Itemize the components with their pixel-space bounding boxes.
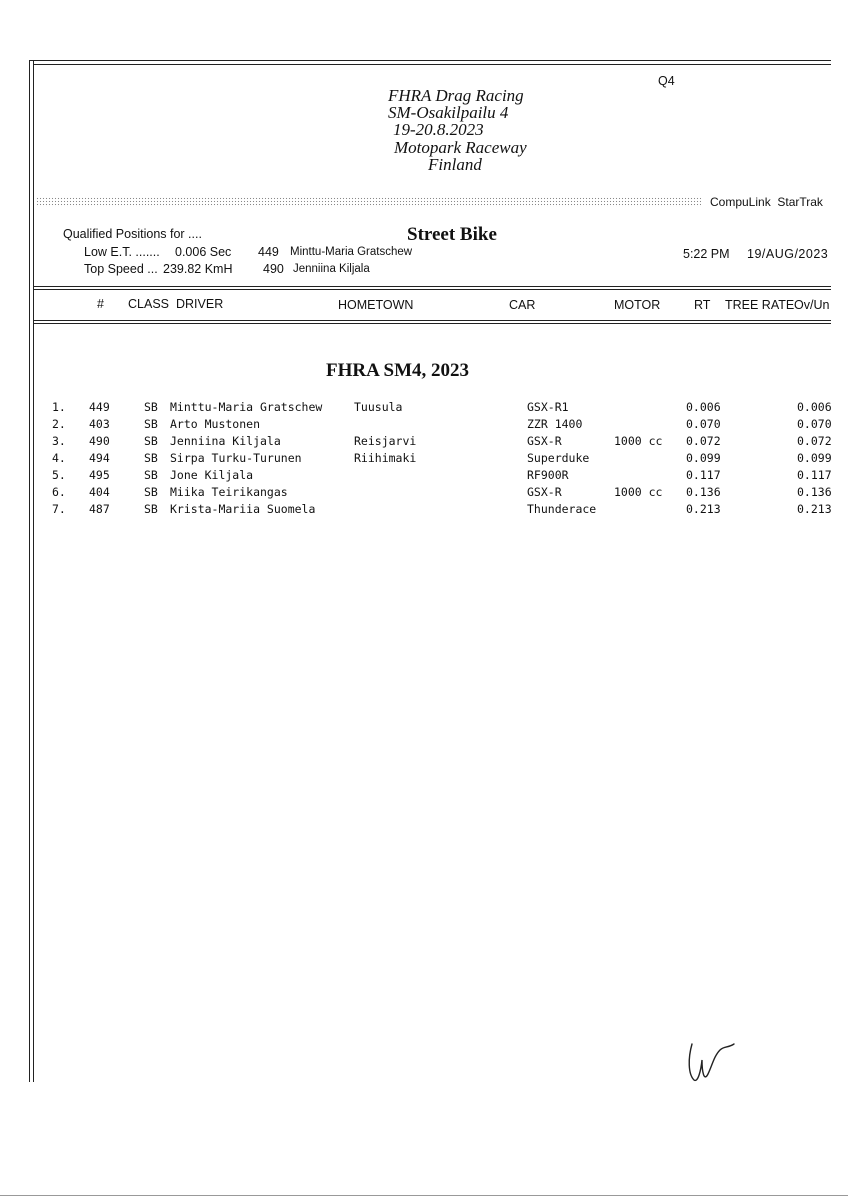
- class: SB: [144, 502, 158, 516]
- class: SB: [144, 400, 158, 414]
- motor: 1000 cc: [614, 434, 663, 448]
- column-header-ovun: Ov/Un: [794, 298, 830, 312]
- car: ZZR 1400: [527, 417, 583, 431]
- driver: Jenniina Kiljala: [170, 434, 281, 448]
- table-row: [0, 417, 848, 434]
- car: Superduke: [527, 451, 590, 465]
- over-under: 0.117: [797, 468, 832, 482]
- position: 7.: [52, 502, 66, 516]
- column-header-car: CAR: [509, 298, 536, 312]
- entry-number: 403: [89, 417, 110, 431]
- round-code: Q4: [658, 74, 675, 88]
- car: GSX-R: [527, 485, 562, 499]
- driver: Krista-Mariia Suomela: [170, 502, 316, 516]
- position: 4.: [52, 451, 66, 465]
- reaction-time: 0.213: [686, 502, 721, 516]
- position: 3.: [52, 434, 66, 448]
- low-et-driver-number: 449: [258, 245, 279, 259]
- table-row: [0, 451, 848, 468]
- class: SB: [144, 451, 158, 465]
- class-title: Street Bike: [407, 224, 497, 245]
- class: SB: [144, 417, 158, 431]
- event-line-5: Finland: [428, 155, 482, 174]
- driver: Sirpa Turku-Turunen: [170, 451, 302, 465]
- car: Thunderace: [527, 502, 597, 516]
- column-header-class: CLASS: [128, 297, 169, 311]
- class: SB: [144, 434, 158, 448]
- position: 5.: [52, 468, 66, 482]
- entry-number: 487: [89, 502, 110, 516]
- reaction-time: 0.006: [686, 400, 721, 414]
- over-under: 0.099: [797, 451, 832, 465]
- low-et-value: 0.006 Sec: [175, 245, 232, 259]
- table-row: [0, 485, 848, 502]
- column-header-number: #: [97, 297, 104, 311]
- class: SB: [144, 485, 158, 499]
- entry-number: 495: [89, 468, 110, 482]
- position: 1.: [52, 400, 66, 414]
- top-speed-driver-number: 490: [263, 262, 284, 276]
- over-under: 0.136: [797, 485, 832, 499]
- entry-number: 404: [89, 485, 110, 499]
- page-border-left: [29, 60, 30, 1082]
- bottom-page-rule: [0, 1195, 848, 1196]
- class: SB: [144, 468, 158, 482]
- table-row: [0, 400, 848, 417]
- table-row: [0, 468, 848, 485]
- section-title: FHRA SM4, 2023: [326, 360, 470, 381]
- column-header-driver: DRIVER: [176, 297, 224, 311]
- over-under: 0.006: [797, 400, 832, 414]
- driver: Minttu-Maria Gratschew: [170, 400, 323, 414]
- report-date: 19/AUG/2023: [747, 247, 829, 261]
- column-header-rule-top-2: [33, 289, 831, 290]
- event-line-2: SM-Osakilpailu 4: [388, 103, 509, 122]
- report-time: 5:22 PM: [683, 247, 730, 261]
- column-header-hometown: HOMETOWN: [338, 298, 414, 312]
- driver: Arto Mustonen: [170, 417, 261, 431]
- column-header-rt: RT: [694, 298, 711, 312]
- table-row: [0, 434, 848, 451]
- signature: [684, 1030, 744, 1090]
- column-header-rule-bottom-2: [33, 323, 831, 324]
- hometown: Reisjarvi: [354, 434, 417, 448]
- dotted-separator: [36, 197, 701, 207]
- top-speed-value: 239.82 KmH: [163, 262, 233, 276]
- car: GSX-R: [527, 434, 562, 448]
- motor: 1000 cc: [614, 485, 663, 499]
- top-speed-driver: Jenniina Kiljala: [293, 263, 370, 275]
- reaction-time: 0.072: [686, 434, 721, 448]
- over-under: 0.213: [797, 502, 832, 516]
- hometown: Riihimaki: [354, 451, 417, 465]
- position: 6.: [52, 485, 66, 499]
- entry-number: 494: [89, 451, 110, 465]
- column-header-motor: MOTOR: [614, 298, 661, 312]
- page-border-left-inner: [33, 60, 34, 1082]
- column-header-rule-top: [33, 286, 831, 287]
- position: 2.: [52, 417, 66, 431]
- top-rule-2: [33, 64, 831, 65]
- driver: Miika Teirikangas: [170, 485, 288, 499]
- table-row: [0, 502, 848, 519]
- column-header-rule-bottom: [33, 320, 831, 321]
- top-speed-label: Top Speed ...: [84, 262, 158, 276]
- over-under: 0.070: [797, 417, 832, 431]
- reaction-time: 0.099: [686, 451, 721, 465]
- low-et-driver: Minttu-Maria Gratschew: [290, 246, 413, 258]
- reaction-time: 0.136: [686, 485, 721, 499]
- car: RF900R: [527, 468, 569, 482]
- reaction-time: 0.070: [686, 417, 721, 431]
- entry-number: 490: [89, 434, 110, 448]
- over-under: 0.072: [797, 434, 832, 448]
- entry-number: 449: [89, 400, 110, 414]
- event-line-3: 19-20.8.2023: [393, 120, 484, 139]
- timing-system-label: CompuLink StarTrak: [710, 195, 823, 209]
- car: GSX-R1: [527, 400, 569, 414]
- event-line-4: Motopark Raceway: [394, 138, 527, 157]
- driver: Jone Kiljala: [170, 468, 254, 482]
- column-header-tree-rate: TREE RATE: [725, 298, 795, 312]
- hometown: Tuusula: [354, 400, 403, 414]
- top-rule: [29, 60, 831, 61]
- event-line-1: FHRA Drag Racing: [388, 86, 524, 105]
- reaction-time: 0.117: [686, 468, 721, 482]
- qualified-label: Qualified Positions for ....: [63, 227, 202, 241]
- low-et-label: Low E.T. .......: [84, 245, 160, 259]
